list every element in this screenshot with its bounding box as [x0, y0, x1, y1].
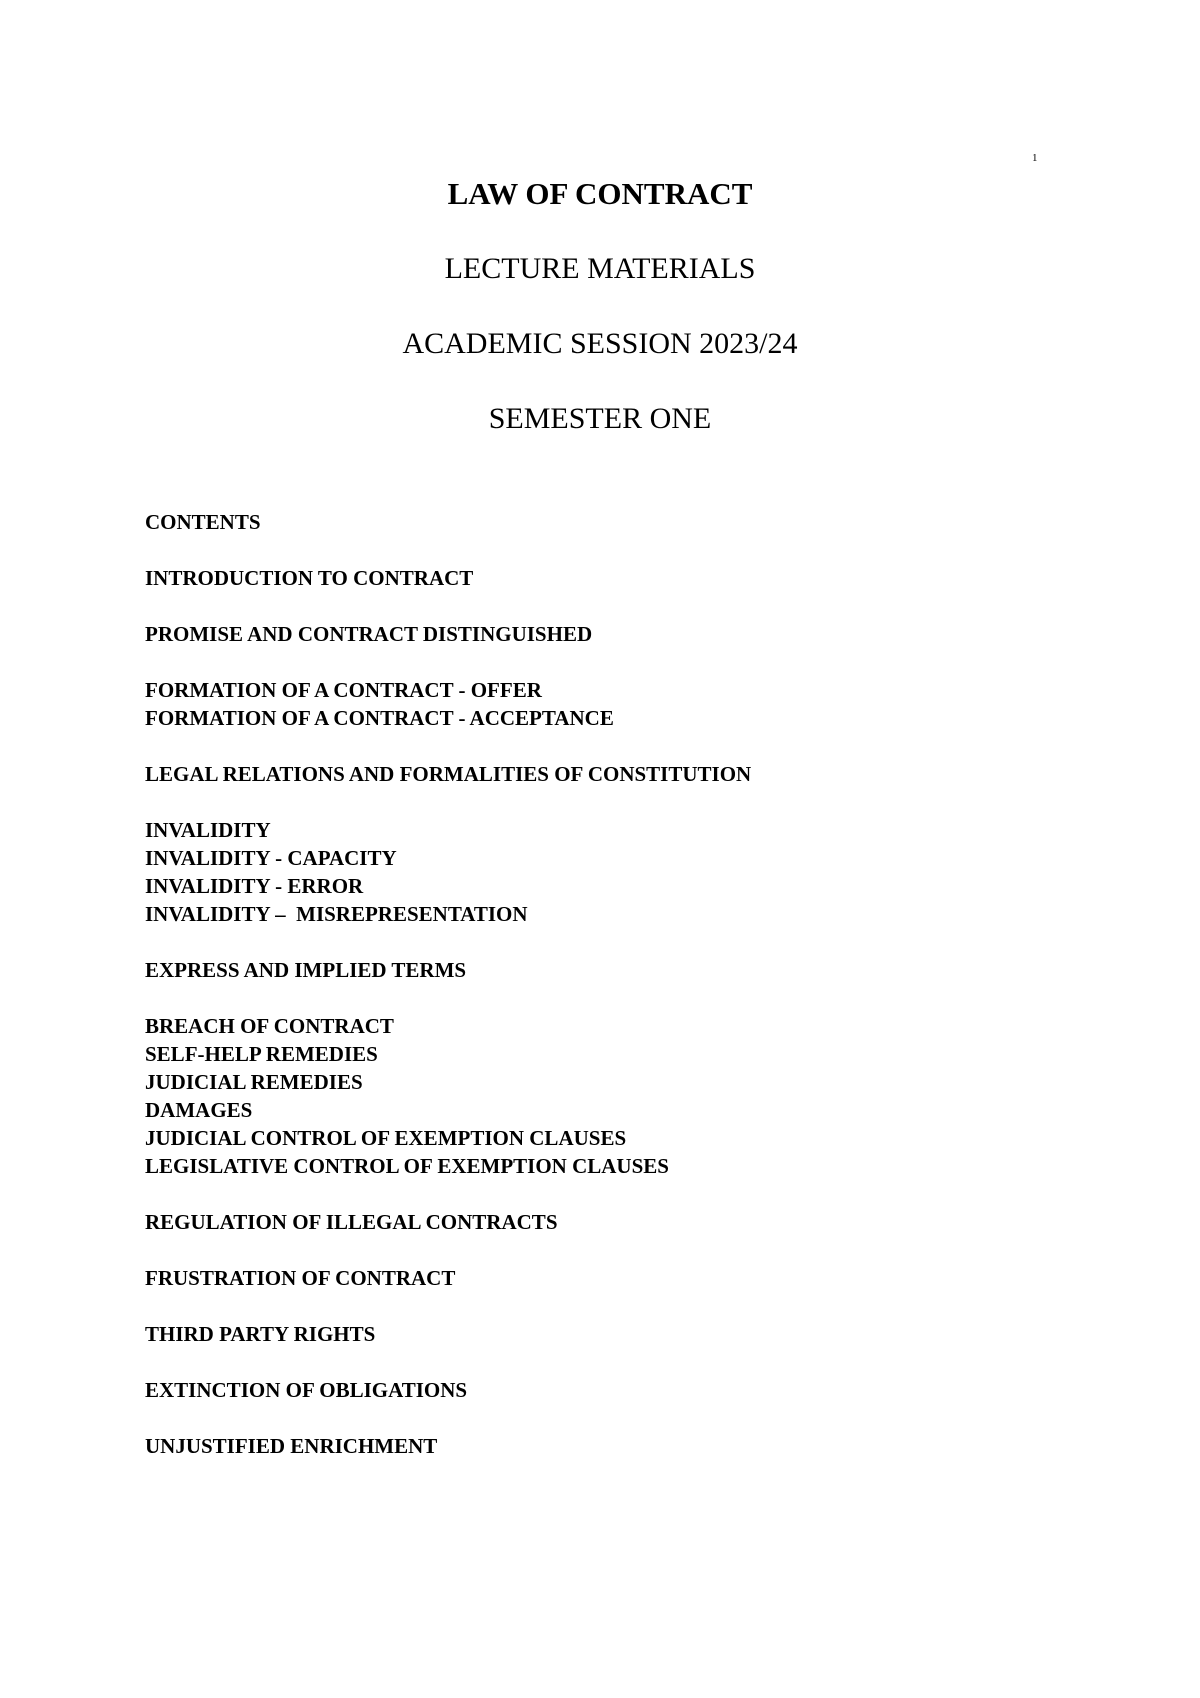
- academic-session: ACADEMIC SESSION 2023/24: [402, 327, 798, 360]
- contents-item: INVALIDITY: [145, 818, 271, 842]
- contents-item: FORMATION OF A CONTRACT - ACCEPTANCE: [145, 706, 614, 730]
- contents-group: [145, 676, 751, 732]
- contents-group: [145, 760, 751, 788]
- contents-item: DAMAGES: [145, 1098, 253, 1122]
- contents-group: [145, 1208, 751, 1236]
- contents-item: INVALIDITY – MISREPRESENTATION: [145, 902, 528, 926]
- title-block: [0, 170, 1200, 443]
- contents-item: JUDICIAL REMEDIES: [145, 1070, 363, 1094]
- contents-list: [145, 564, 751, 1460]
- contents-item: BREACH OF CONTRACT: [145, 1014, 394, 1038]
- contents-item: THIRD PARTY RIGHTS: [145, 1322, 376, 1346]
- contents-item: FORMATION OF A CONTRACT - OFFER: [145, 678, 542, 702]
- contents-item: LEGAL RELATIONS AND FORMALITIES OF CONSTITUTION: [145, 762, 752, 786]
- document-subtitle: LECTURE MATERIALS: [444, 252, 756, 285]
- contents-group: [145, 620, 751, 648]
- contents-item: EXTINCTION OF OBLIGATIONS: [145, 1378, 468, 1402]
- contents-group: [145, 564, 751, 592]
- contents-item: UNJUSTIFIED ENRICHMENT: [145, 1434, 438, 1458]
- page-number: 1: [1032, 152, 1038, 164]
- contents-item: FRUSTRATION OF CONTRACT: [145, 1266, 456, 1290]
- contents-group: [145, 1320, 751, 1348]
- contents-item: EXPRESS AND IMPLIED TERMS: [145, 958, 467, 982]
- contents-section: [145, 508, 751, 1460]
- contents-group: [145, 1264, 751, 1292]
- document-title: LAW OF CONTRACT: [447, 176, 753, 211]
- contents-item: LEGISLATIVE CONTROL OF EXEMPTION CLAUSES: [145, 1154, 669, 1178]
- contents-group: [145, 956, 751, 984]
- contents-group: [145, 816, 751, 928]
- semester-label: SEMESTER ONE: [488, 402, 712, 435]
- contents-item: JUDICIAL CONTROL OF EXEMPTION CLAUSES: [145, 1126, 627, 1150]
- contents-group: [145, 1376, 751, 1404]
- contents-item: PROMISE AND CONTRACT DISTINGUISHED: [145, 622, 593, 646]
- contents-group: [145, 1012, 751, 1180]
- contents-item: INVALIDITY - ERROR: [145, 874, 364, 898]
- contents-group: [145, 1432, 751, 1460]
- contents-item: SELF-HELP REMEDIES: [145, 1042, 378, 1066]
- contents-heading: CONTENTS: [145, 510, 261, 534]
- contents-item: INVALIDITY - CAPACITY: [145, 846, 397, 870]
- contents-item: REGULATION OF ILLEGAL CONTRACTS: [145, 1210, 558, 1234]
- contents-item: INTRODUCTION TO CONTRACT: [145, 566, 474, 590]
